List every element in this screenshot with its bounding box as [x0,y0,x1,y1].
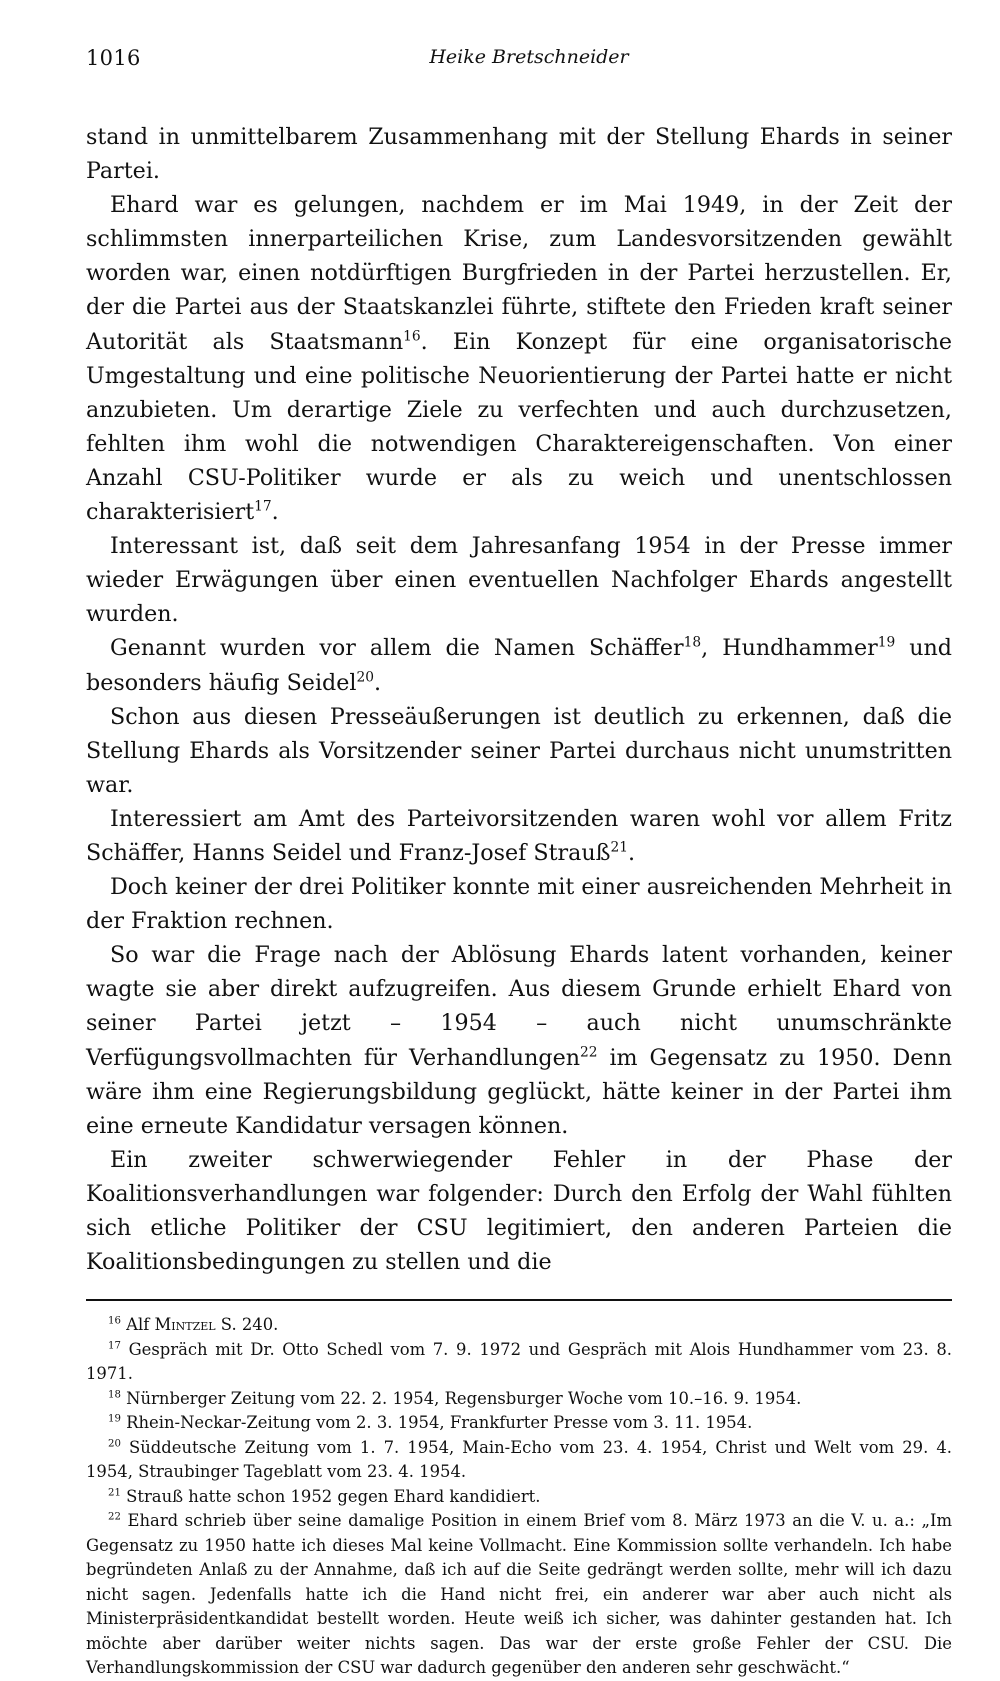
paragraph: Ehard war es gelungen, nachdem er im Mai 1949, in der Zeit der schlimmsten innerparteilichen Krise, zum Landesvorsitzenden gewählt worden war, einen notdürftigen Burgfrieden in der Partei herzustellen. Er, der die Partei aus der Staatskanzlei führte, stiftete den Frieden kraft seiner Autorität als Staatsmann$^{16}$. Ein Konzept für eine organisatorische Umgestaltung und eine politische Neuorientierung der Partei hatte er nicht anzubieten. Um derartige Ziele zu verfechten und auch durchzusetzen, fehlten ihm wohl die notwendigen Charaktereigenschaften. Von einer Anzahl CSU-Politiker wurde er als zu weich und unentschlossen charakterisiert$^{17}$. [86,192,953,526]
footnote: $^{17}$ Gespräch mit Dr. Otto Schedl vom 7. 9. 1972 und Gespräch mit Alois Hundhammer vom 23. 8. 1971. [86,1339,952,1384]
footnote-number: 21 [108,1487,121,1499]
paragraph: Interessant ist, daß seit dem Jahresanfang 1954 in der Presse immer wieder Erwägungen über einen eventuellen Nachfolger Ehards angestellt wurden. [86,533,952,628]
footnote-number: 19 [108,1413,121,1425]
footnote: $^{22}$ Ehard schrieb über seine damalige Position in einem Brief vom 8. März 1973 an die V. u. a.: „Im Gegensatz zu 1950 hatte ich dieses Mal keine Vollmacht. Eine Kommission sollte verhandeln. Ich habe begründeten Anlaß zu der Annahme, daß ich auf die Seite gedrängt werden sollte, mehr will ich dazu nicht sagen. Jedenfalls hatte ich die Hand nicht frei, ein anderer war aber auch nicht als Ministerpräsidentkandidat bestellt worden. Heute weiß ich sicher, was dahinter gestanden hat. Ich möchte aber darüber weiter nichts sagen. Das war der erste große Fehler der CSU. Die Verhandlungskommission der CSU war dadurch gegenüber den anderen sehr geschwächt.“ [86,1511,952,1678]
footnote-ref: 16 [403,328,421,345]
paragraph: Ein zweiter schwerwiegender Fehler in der Phase der Koalitionsverhandlungen war folgender: Durch den Erfolg der Wahl fühlten sich etliche Politiker der CSU legitimiert, den anderen Parteien die Koalitionsbedingungen zu stellen und die [86,1146,952,1276]
footnote: $^{21}$ Strauß hatte schon 1952 gegen Ehard kandidiert. [108,1486,541,1506]
paragraph: stand in unmittelbarem Zusammenhang mit der Stellung Ehards in seiner Partei. [86,124,952,185]
main-text [86,120,952,1279]
footnote-ref: 20 [356,669,374,686]
paragraph: Schon aus diesen Presseäußerungen ist deutlich zu erkennen, daß die Stellung Ehards als Vorsitzender seiner Partei durchaus nicht unumstritten war. [86,703,952,798]
footnote-ref: 19 [877,635,896,652]
footnote: $^{16}$ Alf Mintzel S. 240. [108,1315,279,1335]
footnotes [86,1313,952,1681]
footnote-ref: 18 [683,635,702,652]
footnote-divider [86,1299,952,1301]
paragraph: Doch keiner der drei Politiker konnte mit einer ausreichenden Mehrheit in der Fraktion rechnen. [86,874,952,935]
page-number: 1016 [86,46,141,70]
footnote: $^{20}$ Süddeutsche Zeitung vom 1. 7. 1954, Main-Echo vom 23. 4. 1954, Christ und Welt vom 29. 4. 1954, Straubinger Tageblatt vom 23. 4. 1954. [86,1437,952,1482]
footnote-number: 22 [108,1511,121,1523]
footnote-number: 20 [108,1438,121,1450]
footnote-number: 16 [108,1315,121,1327]
footnote-ref: 22 [580,1044,598,1061]
paragraph: So war die Frage nach der Ablösung Ehards latent vorhanden, keiner wagte sie aber direkt aufzugreifen. Aus diesem Grunde erhielt Ehard von seiner Partei jetzt – 1954 – auch nicht unumschränkte Verfügungsvollmachten für Verhandlungen$^{22}$ im Gegensatz zu 1950. Denn wäre ihm eine Regierungsbildung geglückt, hätte keiner in der Partei ihm eine erneute Kandidatur versagen können. [86,942,953,1139]
running-title: Heike Bretschneider [429,46,629,68]
footnote-ref: 17 [254,498,272,515]
footnote-ref: 21 [610,839,628,856]
running-header [86,46,952,86]
footnote: $^{18}$ Nürnberger Zeitung vom 22. 2. 1954, Regensburger Woche vom 10.–16. 9. 1954. [108,1388,802,1408]
footnote-number: 18 [108,1389,121,1401]
paragraph: Interessiert am Amt des Parteivorsitzenden waren wohl vor allem Fritz Schäffer, Hanns Seidel und Franz-Josef Strauß$^{21}$. [86,805,952,866]
footnote: $^{19}$ Rhein-Neckar-Zeitung vom 2. 3. 1954, Frankfurter Presse vom 3. 11. 1954. [108,1413,753,1433]
footnote-number: 17 [108,1340,121,1352]
paragraph: Genannt wurden vor allem die Namen Schäffer$^{18}$, Hundhammer$^{19}$ und besonders häufig Seidel$^{20}$. [86,635,952,696]
